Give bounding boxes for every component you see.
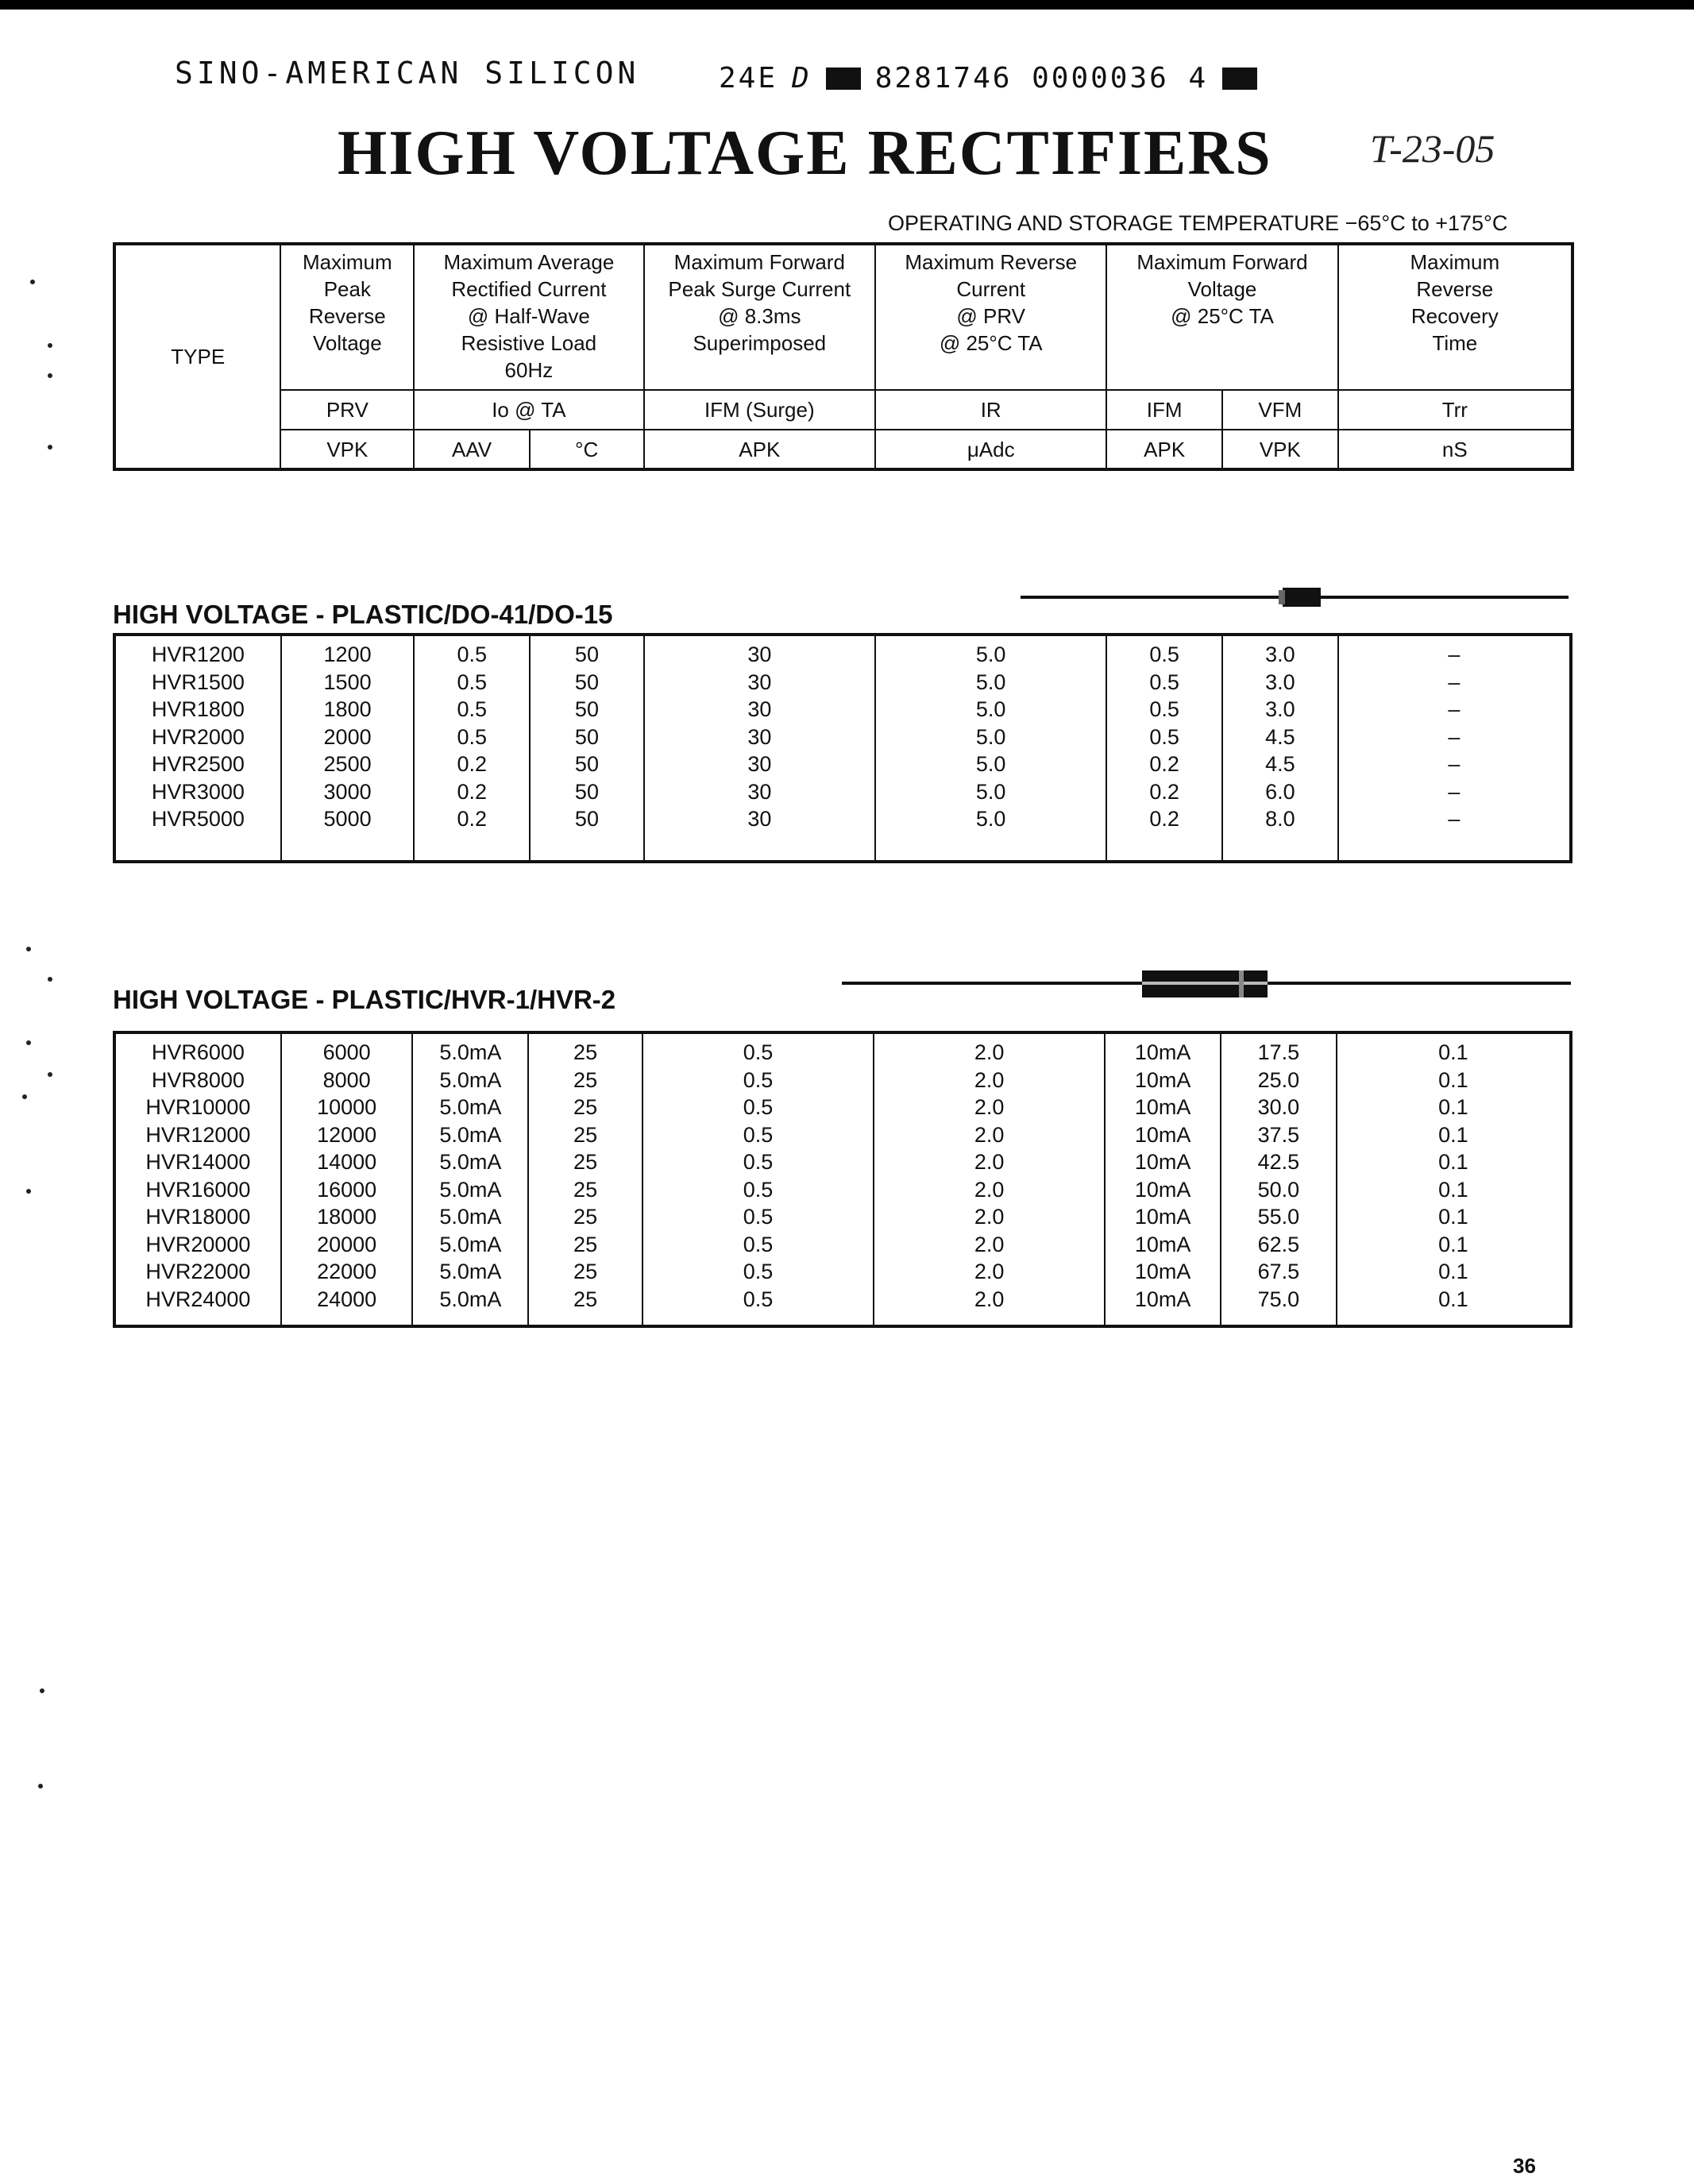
scan-speck (48, 445, 52, 450)
table-row-type: HVR24000 (145, 1287, 251, 1311)
ifm2-symbol: IFM (1106, 390, 1222, 430)
section1-ta-col: 50 50 50 50 50 50 50 (530, 635, 644, 862)
handwritten-reference: T-23-05 (1370, 126, 1495, 171)
io-header: Maximum Average Rectified Current @ Half-Wave Resistive Load 60Hz (414, 244, 643, 390)
section2-ifm-col: 0.5 0.5 0.5 0.5 0.5 0.5 0.5 0.5 0.5 0.5 (642, 1032, 874, 1326)
section2-prv-col: 6000 8000 10000 12000 14000 16000 18000 20000 22000 24000 (281, 1032, 413, 1326)
scan-speck (48, 977, 52, 982)
section2-table (113, 1031, 1572, 1328)
type-header: TYPE (114, 244, 280, 469)
scan-speck (48, 373, 52, 378)
black-block-icon (826, 68, 861, 90)
ir-symbol: IR (875, 390, 1106, 430)
prv-header: Maximum Peak Reverse Voltage (280, 244, 414, 390)
table-row-type: HVR14000 (145, 1150, 251, 1174)
section1-type-col (114, 635, 281, 862)
prv-unit: VPK (280, 430, 414, 469)
section2-ta-col: 25 25 25 25 25 25 25 25 25 25 (528, 1032, 642, 1326)
section1-prv-col: 1200 1500 1800 2000 2500 3000 5000 (281, 635, 415, 862)
table-row-type: HVR6000 (151, 1040, 245, 1064)
table-row-type: HVR20000 (145, 1232, 251, 1256)
table-row-type: HVR18000 (145, 1205, 251, 1229)
section1-ifm2-col: 0.5 0.5 0.5 0.5 0.2 0.2 0.2 (1106, 635, 1222, 862)
section2-io-col: 5.0mA 5.0mA 5.0mA 5.0mA 5.0mA 5.0mA 5.0mA 5.0mA 5.0mA 5.0mA (412, 1032, 528, 1326)
scan-speck (48, 343, 52, 348)
section2-ifm2-col: 10mA 10mA 10mA 10mA 10mA 10mA 10mA 10mA 10mA 10mA (1105, 1032, 1221, 1326)
scan-speck (38, 1784, 43, 1788)
table-row-type: HVR1500 (151, 669, 245, 694)
ifm-header: Maximum Forward Peak Surge Current @ 8.3ms Superimposed (644, 244, 876, 390)
scan-speck (30, 280, 35, 284)
vfm-unit: VPK (1222, 430, 1338, 469)
black-block-icon (1222, 68, 1257, 90)
table-row-type: HVR2000 (151, 724, 245, 749)
section2-type-col (114, 1032, 281, 1326)
ir-header: Maximum Reverse Current @ PRV @ 25°C TA (875, 244, 1106, 390)
section1-ifm-col: 30 30 30 30 30 30 30 (644, 635, 875, 862)
table-row-type: HVR10000 (145, 1095, 251, 1119)
prv-symbol: PRV (280, 390, 414, 430)
table-row-type: HVR5000 (151, 807, 245, 831)
scan-speck (48, 1072, 52, 1077)
catalog-number: 8281746 0000036 4 (874, 62, 1209, 95)
section1-ir-col: 5.0 5.0 5.0 5.0 5.0 5.0 5.0 (875, 635, 1106, 862)
section1-trr-col: – – – – – – – (1338, 635, 1571, 862)
diode-hvr-icon (842, 969, 1571, 999)
section2-trr-col: 0.1 0.1 0.1 0.1 0.1 0.1 0.1 0.1 0.1 0.1 (1337, 1032, 1571, 1326)
section2-vfm-col: 17.5 25.0 30.0 37.5 42.5 50.0 55.0 62.5 67.5 75.0 (1221, 1032, 1337, 1326)
ifm-unit: APK (644, 430, 876, 469)
section2-title: HIGH VOLTAGE - PLASTIC/HVR-1/HVR-2 (113, 985, 616, 1014)
io-unit: AAV (414, 430, 530, 469)
table-row-type: HVR12000 (145, 1122, 251, 1147)
trr-symbol: Trr (1338, 390, 1572, 430)
diode-do41-icon (1021, 585, 1569, 609)
scan-speck (40, 1688, 44, 1693)
table-row-type: HVR1800 (151, 697, 245, 721)
ir-unit: μAdc (875, 430, 1106, 469)
scan-speck (26, 1040, 31, 1045)
table-row-type: HVR2500 (151, 752, 245, 776)
catalog-code (719, 62, 1257, 95)
doc-code-mark: D (792, 62, 812, 95)
ifm-symbol: IFM (Surge) (644, 390, 876, 430)
table-row-type: HVR16000 (145, 1177, 251, 1202)
scan-speck (26, 1189, 31, 1194)
trr-header: Maximum Reverse Recovery Time (1338, 244, 1572, 390)
spec-header-table (113, 242, 1574, 471)
io-symbol: Io @ TA (414, 390, 643, 430)
doc-code: 24E (719, 62, 778, 95)
company-name: SINO-AMERICAN SILICON (175, 56, 640, 91)
table-row-type: HVR22000 (145, 1260, 251, 1283)
vfm-symbol: VFM (1222, 390, 1338, 430)
top-border (0, 0, 1694, 10)
page-title: HIGH VOLTAGE RECTIFIERS (338, 118, 1272, 188)
table-row-type: HVR3000 (151, 779, 245, 804)
operating-temperature: OPERATING AND STORAGE TEMPERATURE −65°C to +175°C (888, 211, 1508, 235)
table-row-type: HVR8000 (151, 1067, 245, 1092)
scan-speck (22, 1094, 27, 1099)
scan-speck (26, 947, 31, 951)
section1-vfm-col: 3.0 3.0 3.0 4.5 4.5 6.0 8.0 (1222, 635, 1338, 862)
section1-io-col: 0.5 0.5 0.5 0.5 0.2 0.2 0.2 (414, 635, 530, 862)
table-row-type: HVR1200 (151, 642, 245, 666)
section1-title: HIGH VOLTAGE - PLASTIC/DO-41/DO-15 (113, 600, 613, 629)
ifm2-unit: APK (1106, 430, 1222, 469)
section2-ir-col: 2.0 2.0 2.0 2.0 2.0 2.0 2.0 2.0 2.0 2.0 (874, 1032, 1105, 1326)
page-number: 36 (1513, 2154, 1536, 2178)
vfm-header: Maximum Forward Voltage @ 25°C TA (1106, 244, 1337, 390)
temp-unit: °C (530, 430, 644, 469)
trr-unit: nS (1338, 430, 1572, 469)
section1-table (113, 633, 1572, 863)
